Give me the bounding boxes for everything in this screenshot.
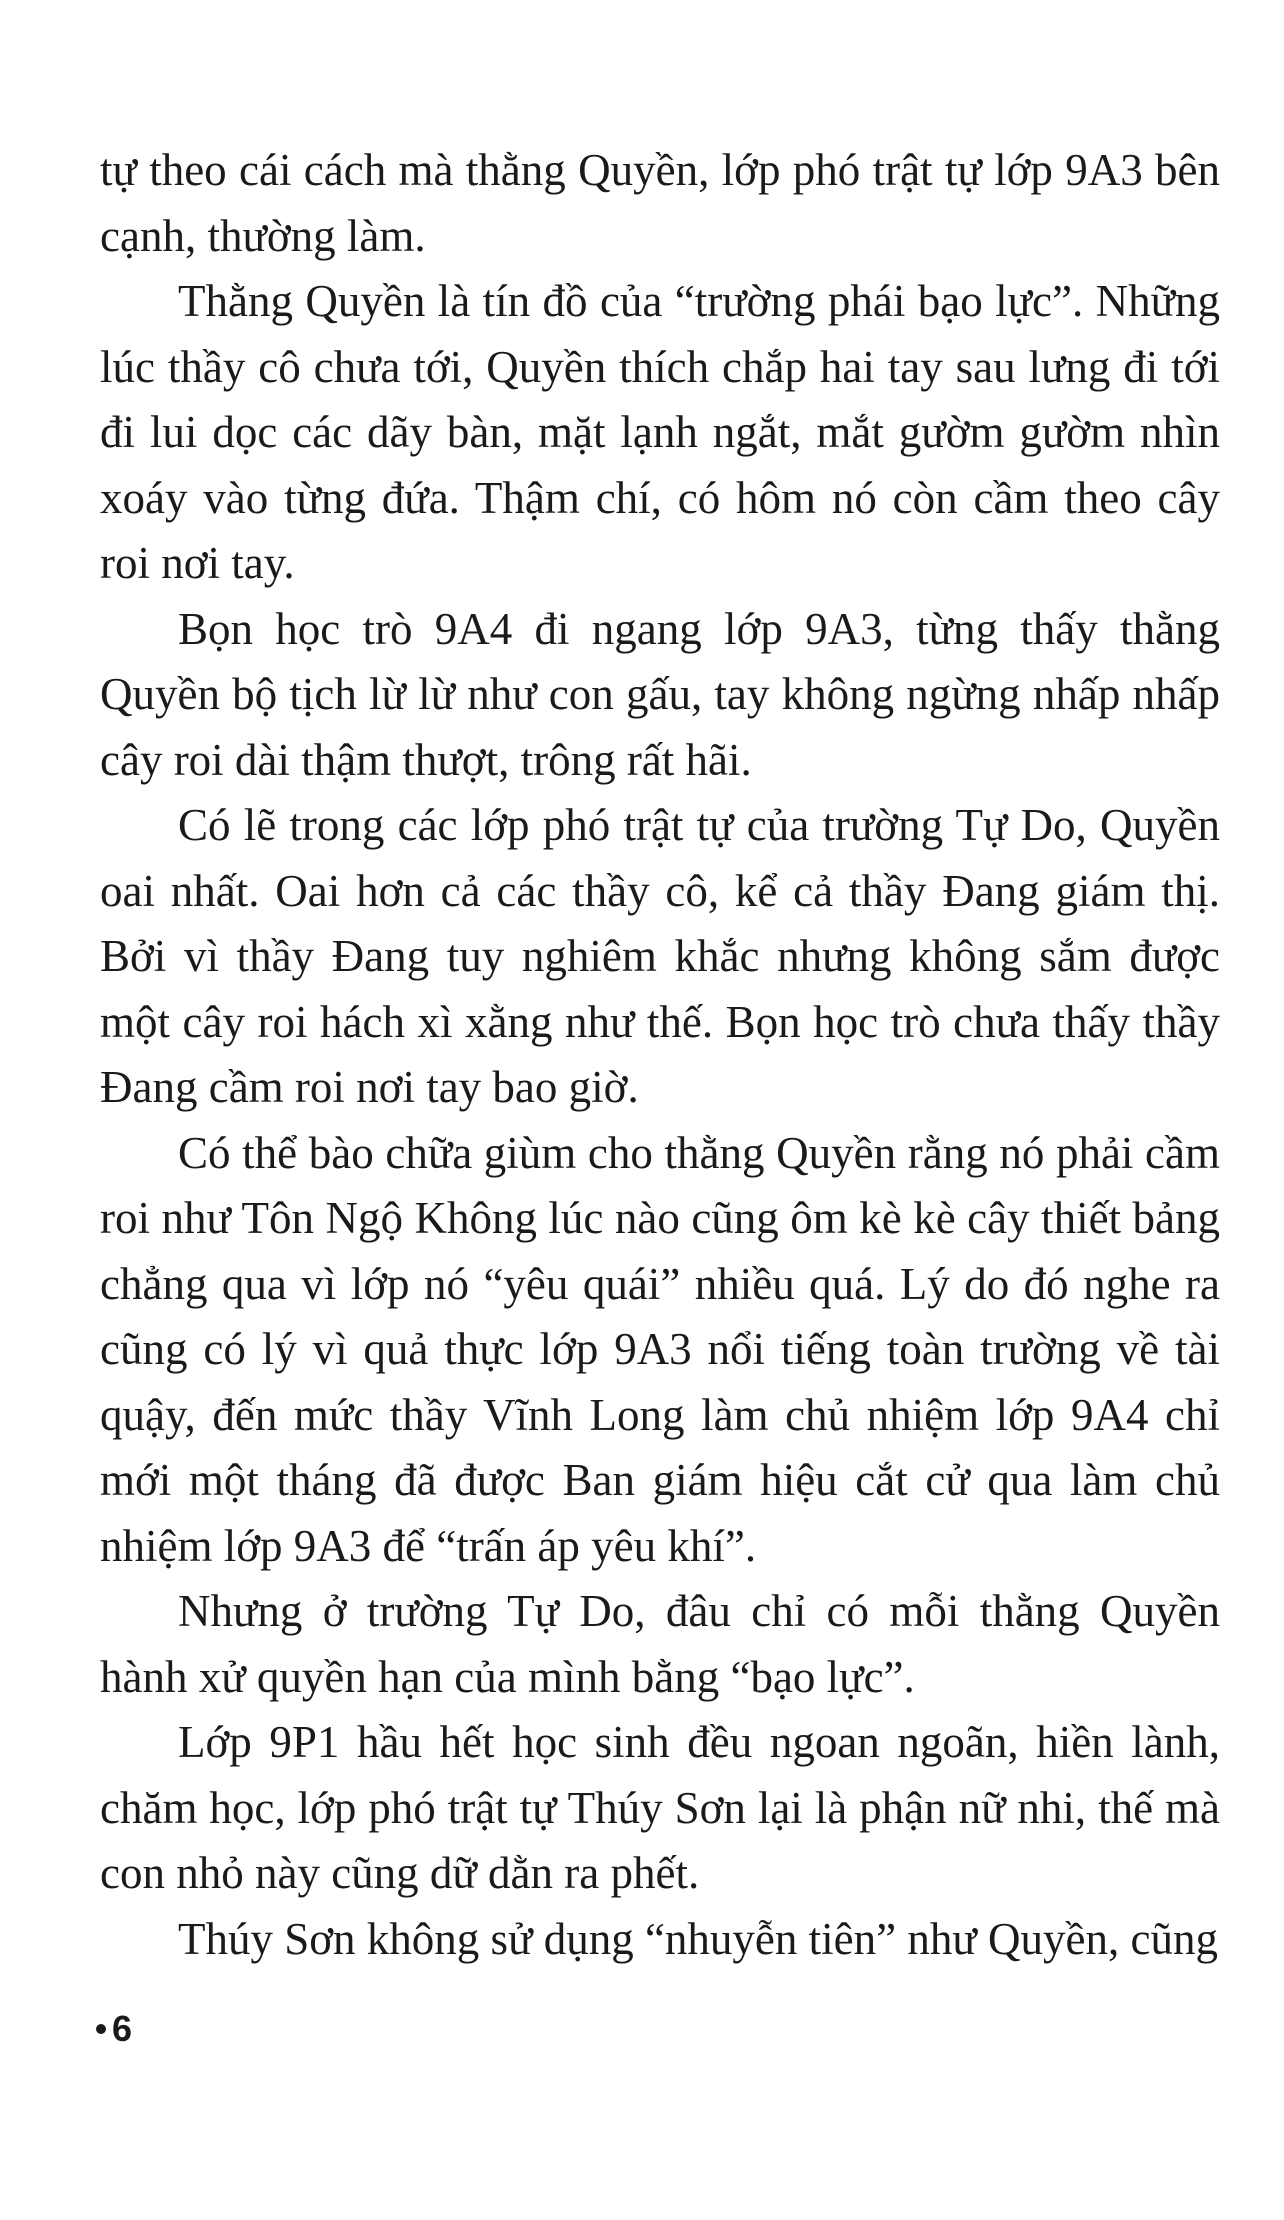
page-number	[96, 2008, 132, 2050]
paragraph-2: Thằng Quyền là tín đồ của “trường phái bạo lực”. Những lúc thầy cô chưa tới, Quyền thích chắp hai tay sau lưng đi tới đi lui dọc các dãy bàn, mặt lạnh ngắt, mắt gườm gườm nhìn xoáy vào từng đứa. Thậm chí, có hôm nó còn cầm theo cây roi nơi tay.	[100, 276, 1220, 588]
bullet-dot-icon	[96, 2024, 106, 2034]
paragraph-3: Bọn học trò 9A4 đi ngang lớp 9A3, từng thấy thằng Quyền bộ tịch lừ lừ như con gấu, tay không ngừng nhấp nhấp cây roi dài thậm thượt, trông rất hãi.	[100, 603, 1220, 785]
paragraph-4: Có lẽ trong các lớp phó trật tự của trường Tự Do, Quyền oai nhất. Oai hơn cả các thầy cô, kể cả thầy Đang giám thị. Bởi vì thầy Đang tuy nghiêm khắc nhưng không sắm được một cây roi hách xì xằng như thế. Bọn học trò chưa thấy thầy Đang cầm roi nơi tay bao giờ.	[100, 800, 1220, 1112]
body-text	[100, 138, 1220, 1972]
paragraph-8: Thúy Sơn không sử dụng “nhuyễn tiên” như Quyền, cũng	[178, 1913, 1218, 1964]
paragraph-7: Lớp 9P1 hầu hết học sinh đều ngoan ngoãn, hiền lành, chăm học, lớp phó trật tự Thúy Sơn lại là phận nữ nhi, thế mà con nhỏ này cũng dữ dằn ra phết.	[100, 1717, 1220, 1898]
paragraph-5: Có thể bào chữa giùm cho thằng Quyền rằng nó phải cầm roi như Tôn Ngộ Không lúc nào cũng ôm kè kè cây thiết bảng chẳng qua vì lớp nó “yêu quái” nhiều quá. Lý do đó nghe ra cũng có lý vì quả thực lớp 9A3 nổi tiếng toàn trường về tài quậy, đến mức thầy Vĩnh Long làm chủ nhiệm lớp 9A4 chỉ mới một tháng đã được Ban giám hiệu cắt cử qua làm chủ nhiệm lớp 9A3 để “trấn áp yêu khí”.	[100, 1127, 1220, 1571]
paragraph-1: tự theo cái cách mà thằng Quyền, lớp phó trật tự lớp 9A3 bên cạnh, thường làm.	[100, 145, 1220, 261]
page-number-value: 6	[112, 2008, 133, 2049]
paragraph-6: Nhưng ở trường Tự Do, đâu chỉ có mỗi thằng Quyền hành xử quyền hạn của mình bằng “bạo lực”.	[100, 1586, 1220, 1702]
